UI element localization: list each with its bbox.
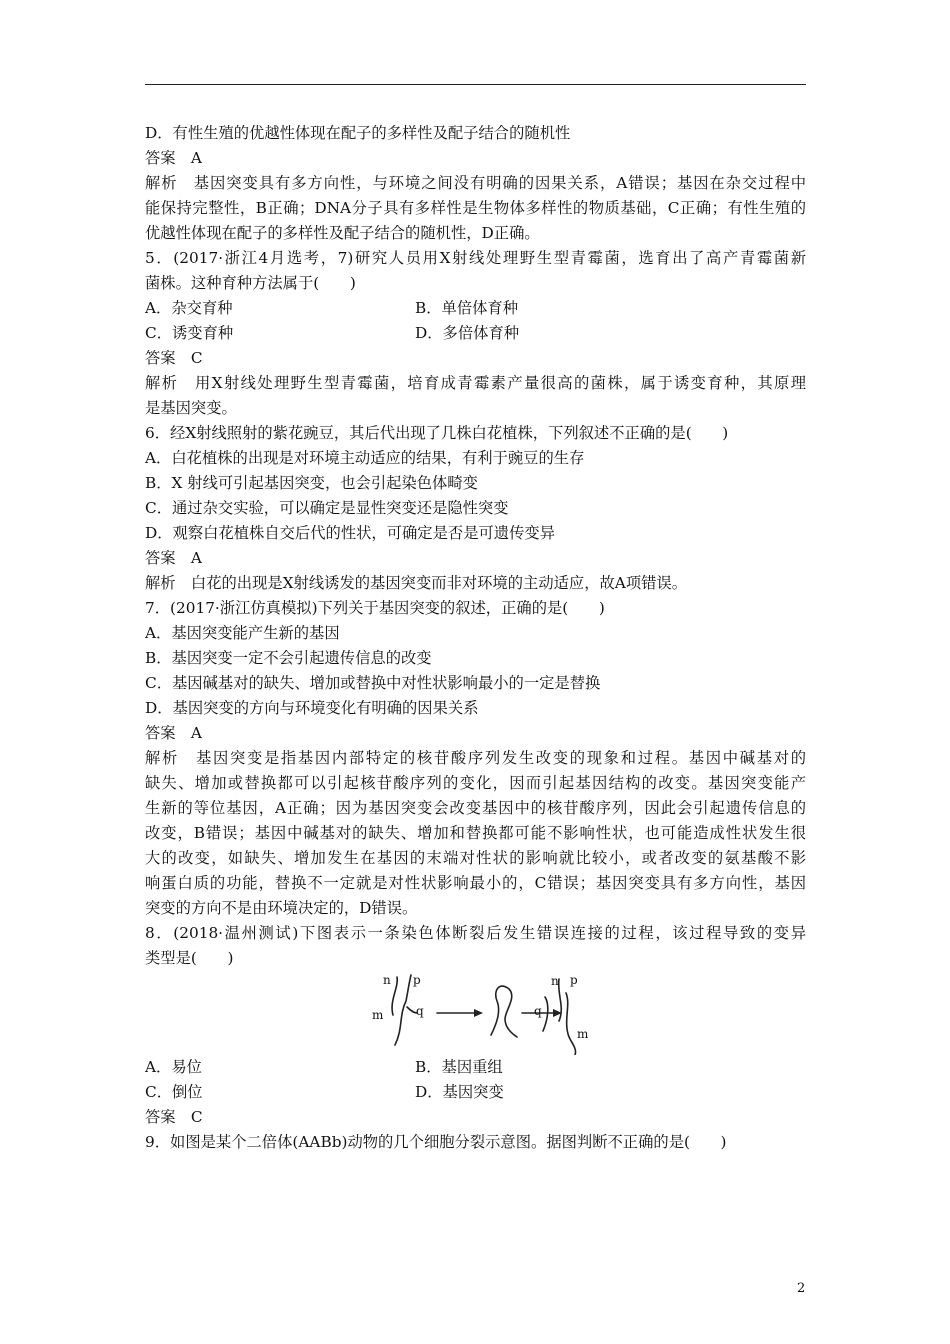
q7-explanation-line-7: 突变的方向不是由环境决定的，D错误。: [145, 899, 418, 917]
left-chromosome-body: [395, 975, 411, 1045]
document-body: [145, 121, 806, 1155]
q7-explanation-line-6: 响蛋白质的功能，替换不一定就是对性状影响最小的，C错误；基因突变具有多方向性，基因: [145, 874, 806, 892]
left-chromosome-upper-left: [392, 977, 397, 1015]
q4-explanation-line-1: 解析 基因突变具有多方向性，与环境之间没有明确的因果关系，A错误；基因在杂交过程中: [145, 174, 806, 192]
q6-explanation: 解析 白花的出现是X射线诱发的基因突变而非对环境的主动适应，故A项错误。: [145, 574, 688, 592]
q8-options-row-2: [145, 1080, 806, 1105]
q4-explanation-line-2: 能保持完整性，B正确；DNA分子具有多样性是生物体多样性的物质基础，C正确；有性生殖的: [145, 199, 806, 217]
q5-option-a: A．杂交育种: [145, 299, 233, 317]
label-left-p: p: [413, 973, 421, 987]
q5-stem-line-2: 菌株。这种育种方法属于( ): [145, 274, 356, 292]
label-left-m: m: [372, 1008, 384, 1022]
label-left-q: q: [416, 1004, 424, 1018]
q7-option-b: B．基因突变一定不会引起遗传信息的改变: [145, 649, 432, 667]
q8-answer: 答案 C: [145, 1108, 203, 1126]
q7-option-d: D．基因突变的方向与环境变化有明确的因果关系: [145, 699, 479, 717]
header-rule: [145, 84, 806, 85]
chromosome-diagram: [145, 971, 806, 1055]
q7-explanation-line-2: 缺失、增加或替换都可以引起核苷酸序列的变化，因而引起基因结构的改变。基因突变能产: [145, 774, 806, 792]
label-right-n: n: [551, 974, 559, 988]
q4-answer: 答案 A: [145, 149, 202, 167]
q5-options-row-2: [145, 321, 806, 346]
q6-option-c: C．通过杂交实验，可以确定是显性突变还是隐性突变: [145, 499, 509, 517]
q6-answer: 答案 A: [145, 549, 202, 567]
arrow-1-head: [474, 1009, 483, 1017]
q7-option-a: A．基因突变能产生新的基因: [145, 624, 340, 642]
q6-option-b: B．X 射线可引起基因突变，也会引起染色体畸变: [145, 474, 478, 492]
label-right-p: p: [570, 973, 578, 987]
q8-stem-line-2: 类型是( ): [145, 949, 234, 967]
page-number: 2: [797, 1281, 806, 1296]
q7-stem: 7．(2017·浙江仿真模拟)下列关于基因突变的叙述，正确的是( ): [145, 599, 605, 617]
q5-stem-line-1: 5．(2017·浙江4月选考，7)研究人员用X射线处理野生型青霉菌，选育出了高产青霉菌新: [145, 249, 806, 267]
chromosome-inversion-figure: [145, 971, 806, 1055]
right-chromosome-left: [543, 997, 548, 1031]
q4-explanation-line-3: 优越性体现在配子的多样性及配子结合的随机性，D正确。: [145, 224, 540, 242]
q7-explanation-line-3: 生新的等位基因，A正确；因为基因突变会改变基因中的核苷酸序列，因此会引起遗传信息的: [145, 799, 806, 817]
q5-explanation-line-2: 是基因突变。: [145, 399, 237, 417]
q8-option-c: C．倒位: [145, 1083, 203, 1101]
q4-option-d: D．有性生殖的优越性体现在配子的多样性及配子结合的随机性: [145, 124, 571, 142]
q6-stem: 6．经X射线照射的紫花豌豆，其后代出现了几株白花植株，下列叙述不正确的是( ): [145, 424, 729, 442]
q6-option-a: A．白花植株的出现是对环境主动适应的结果，有利于豌豆的生存: [145, 449, 585, 467]
label-right-q: q: [534, 1004, 542, 1018]
q7-option-c: C．基因碱基对的缺失、增加或替换中对性状影响最小的一定是替换: [145, 674, 601, 692]
q8-option-d: D．基因突变: [415, 1083, 504, 1101]
q5-explanation-line-1: 解析 用X射线处理野生型青霉菌，培育成青霉素产量很高的菌株，属于诱变育种，其原理: [145, 374, 806, 392]
q8-options-row-1: [145, 1055, 806, 1080]
q7-explanation-line-5: 大的改变，如缺失、增加发生在基因的末端对性状的影响就比较小，或者改变的氨基酸不影: [145, 849, 806, 867]
q8-stem-line-1: 8．(2018·温州测试)下图表示一条染色体断裂后发生错误连接的过程，该过程导致的变异: [145, 924, 806, 942]
q8-option-b: B．基因重组: [415, 1058, 503, 1076]
q5-options-row-1: [145, 296, 806, 321]
q7-explanation-line-4: 改变，B错误；基因中碱基对的缺失、增加和替换都可能不影响性状，也可能造成性状发生很: [145, 824, 806, 842]
label-right-m: m: [577, 1027, 589, 1041]
q8-option-a: A．易位: [145, 1058, 202, 1076]
q5-option-d: D．多倍体育种: [415, 324, 520, 342]
q5-option-c: C．诱变育种: [145, 324, 234, 342]
q5-answer: 答案 C: [145, 349, 203, 367]
label-left-n: n: [383, 973, 391, 987]
right-chromosome-mid: [559, 979, 562, 1021]
q6-option-d: D．观察白花植株自交后代的性状，可确定是否是可遗传变异: [145, 524, 555, 542]
q9-stem: 9．如图是某个二倍体(AABb)动物的几个细胞分裂示意图。据图判断不正确的是( ): [145, 1133, 727, 1151]
q7-explanation-line-1: 解析 基因突变是指基因内部特定的核苷酸序列发生改变的现象和过程。基因中碱基对的: [145, 749, 806, 767]
middle-chromosome-loop: [491, 986, 517, 1037]
q7-answer: 答案 A: [145, 724, 202, 742]
right-chromosome-right: [566, 993, 576, 1055]
q5-option-b: B．单倍体育种: [415, 299, 519, 317]
